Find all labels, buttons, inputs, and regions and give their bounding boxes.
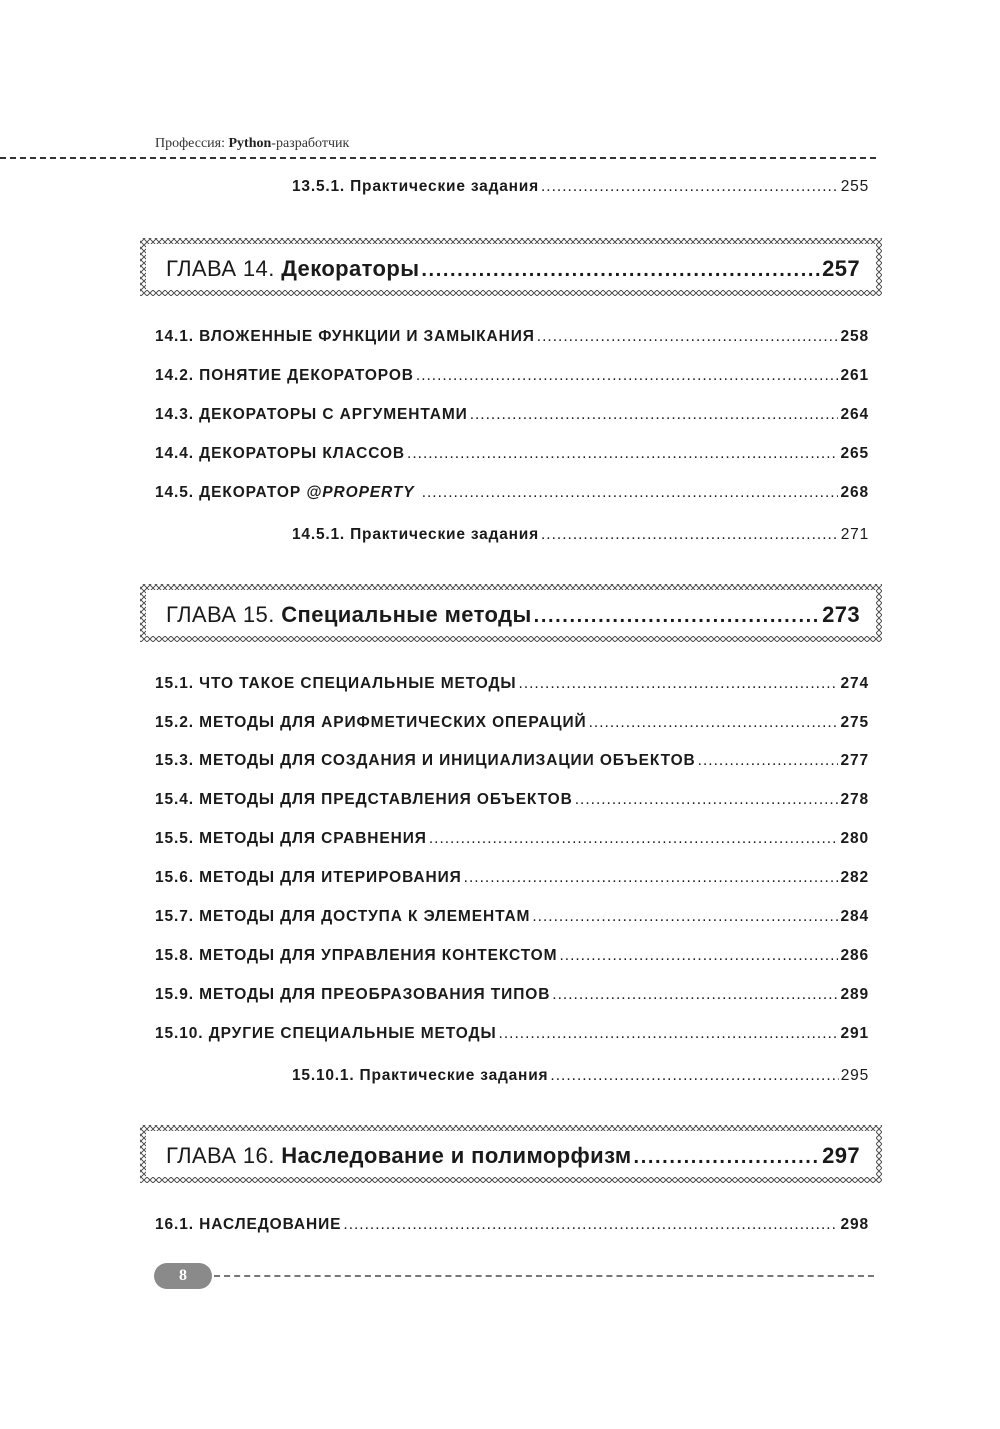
toc-entry[interactable] <box>155 947 869 969</box>
toc-entry-page: 258 <box>840 328 869 345</box>
toc-entry-page: 264 <box>840 406 869 423</box>
toc-entry-title: 13.5.1. Практические задания <box>292 178 539 195</box>
toc-entry[interactable] <box>155 328 869 350</box>
dot-leader <box>429 830 839 848</box>
dot-leader <box>698 752 839 770</box>
toc-entry[interactable] <box>155 714 869 736</box>
chapter-page: 273 <box>822 602 860 627</box>
toc-entry-title: 14.5. ДЕКОРАТОР <box>155 484 307 501</box>
chapter-title: Наследование и полиморфизм <box>281 1143 632 1168</box>
running-head-bold: Python <box>228 136 272 151</box>
dot-leader <box>519 675 839 693</box>
chapter-page: 297 <box>822 1143 860 1168</box>
toc-entry-title: 15.6. МЕТОДЫ ДЛЯ ИТЕРИРОВАНИЯ <box>155 869 462 886</box>
toc-entry-page: 277 <box>840 752 869 769</box>
dot-leader <box>537 328 839 346</box>
toc-entry-title-italic: @PROPERTY <box>306 484 415 501</box>
toc-entry-title: 15.10.1. Практические задания <box>292 1067 549 1084</box>
toc-entry-page: 275 <box>840 714 869 731</box>
toc-entry-page: 289 <box>840 986 869 1003</box>
chapter-box <box>138 582 884 644</box>
toc-entry[interactable] <box>155 406 869 428</box>
toc-entry-title: 15.8. МЕТОДЫ ДЛЯ УПРАВЛЕНИЯ КОНТЕКСТОМ <box>155 947 558 964</box>
toc-entry[interactable] <box>155 445 869 467</box>
toc-chapter-entry[interactable] <box>166 256 860 284</box>
toc-entry-title: 14.5.1. Практические задания <box>292 526 539 543</box>
dot-leader <box>464 869 839 887</box>
toc-entry-page: 280 <box>840 830 869 847</box>
toc-chapter-entry[interactable] <box>166 602 860 630</box>
dot-leader <box>634 1146 821 1169</box>
toc-entry-page: 286 <box>840 947 869 964</box>
toc-entry-page: 274 <box>840 675 869 692</box>
dot-leader <box>541 178 839 196</box>
footer-divider <box>214 1275 874 1277</box>
toc-entry[interactable] <box>155 367 869 389</box>
dot-leader <box>552 986 838 1004</box>
toc-entry[interactable] <box>155 830 869 852</box>
toc-entry-page: 295 <box>840 1067 869 1084</box>
dot-leader <box>407 445 838 463</box>
toc-entry-title: 15.9. МЕТОДЫ ДЛЯ ПРЕОБРАЗОВАНИЯ ТИПОВ <box>155 986 551 1003</box>
toc-entry-page: 284 <box>840 908 869 925</box>
toc-entry-title: 15.10. ДРУГИЕ СПЕЦИАЛЬНЫЕ МЕТОДЫ <box>155 1025 497 1042</box>
dot-leader <box>343 1216 838 1234</box>
toc-entry-title: 15.4. МЕТОДЫ ДЛЯ ПРЕДСТАВЛЕНИЯ ОБЪЕКТОВ <box>155 791 573 808</box>
page-number-badge: 8 <box>154 1263 212 1289</box>
toc-entry-page: 268 <box>840 484 869 501</box>
toc-entry-page: 255 <box>840 178 869 195</box>
toc-entry-page: 265 <box>840 445 869 462</box>
toc-subentry[interactable] <box>292 1067 869 1089</box>
toc-entry[interactable] <box>155 986 869 1008</box>
running-head <box>155 136 349 152</box>
toc-entry[interactable] <box>155 675 869 697</box>
toc-entry-title: 15.2. МЕТОДЫ ДЛЯ АРИФМЕТИЧЕСКИХ ОПЕРАЦИЙ <box>155 714 587 731</box>
toc-subentry[interactable] <box>292 526 869 548</box>
toc-entry[interactable] <box>155 1216 869 1238</box>
toc-entry[interactable] <box>155 908 869 930</box>
toc-entry-title: 16.1. НАСЛЕДОВАНИЕ <box>155 1216 342 1233</box>
dot-leader <box>416 367 839 385</box>
dot-leader <box>589 714 839 732</box>
toc-entry-title: 15.1. ЧТО ТАКОЕ СПЕЦИАЛЬНЫЕ МЕТОДЫ <box>155 675 517 692</box>
chapter-title: Специальные методы <box>281 602 532 627</box>
toc-entry-page: 271 <box>840 526 869 543</box>
toc-entry[interactable] <box>155 1025 869 1047</box>
dot-leader <box>559 947 838 965</box>
dot-leader <box>422 484 839 502</box>
dot-leader <box>470 406 839 424</box>
toc-subentry[interactable] <box>292 178 869 200</box>
dot-leader <box>575 791 839 809</box>
toc-entry-page: 278 <box>840 791 869 808</box>
toc-entry-page: 282 <box>840 869 869 886</box>
toc-entry-page: 298 <box>840 1216 869 1233</box>
toc-entry-title: 15.3. МЕТОДЫ ДЛЯ СОЗДАНИЯ И ИНИЦИАЛИЗАЦИИ ОБЪЕКТОВ <box>155 752 696 769</box>
dot-leader <box>534 605 820 628</box>
toc-entry-title: 15.7. МЕТОДЫ ДЛЯ ДОСТУПА К ЭЛЕМЕНТАМ <box>155 908 531 925</box>
chapter-title: Декораторы <box>281 256 420 281</box>
dot-leader <box>550 1067 838 1085</box>
toc-entry[interactable] <box>155 484 869 506</box>
dot-leader <box>421 259 820 282</box>
chapter-prefix: ГЛАВА 15. <box>166 602 282 627</box>
toc-entry[interactable] <box>155 869 869 891</box>
chapter-prefix: ГЛАВА 16. <box>166 1143 282 1168</box>
chapter-prefix: ГЛАВА 14. <box>166 256 282 281</box>
toc-entry-title: 14.3. ДЕКОРАТОРЫ С АРГУМЕНТАМИ <box>155 406 468 423</box>
toc-entry[interactable] <box>155 791 869 813</box>
chapter-box <box>138 236 884 298</box>
chapter-page: 257 <box>822 256 860 281</box>
toc-entry[interactable] <box>155 752 869 774</box>
dot-leader <box>541 526 839 544</box>
toc-entry-title: 14.4. ДЕКОРАТОРЫ КЛАССОВ <box>155 445 406 462</box>
toc-chapter-entry[interactable] <box>166 1143 860 1171</box>
header-divider <box>0 157 876 159</box>
chapter-box <box>138 1123 884 1185</box>
toc-entry-page: 291 <box>840 1025 869 1042</box>
toc-entry-title: 14.1. ВЛОЖЕННЫЕ ФУНКЦИИ И ЗАМЫКАНИЯ <box>155 328 535 345</box>
dot-leader <box>499 1025 839 1043</box>
toc-entry-title: 15.5. МЕТОДЫ ДЛЯ СРАВНЕНИЯ <box>155 830 427 847</box>
toc-entry-title: 14.2. ПОНЯТИЕ ДЕКОРАТОРОВ <box>155 367 414 384</box>
toc-entry-page: 261 <box>840 367 869 384</box>
running-head-suffix: -разработчик <box>271 136 350 151</box>
running-head-prefix: Профессия: <box>155 136 229 151</box>
dot-leader <box>532 908 838 926</box>
